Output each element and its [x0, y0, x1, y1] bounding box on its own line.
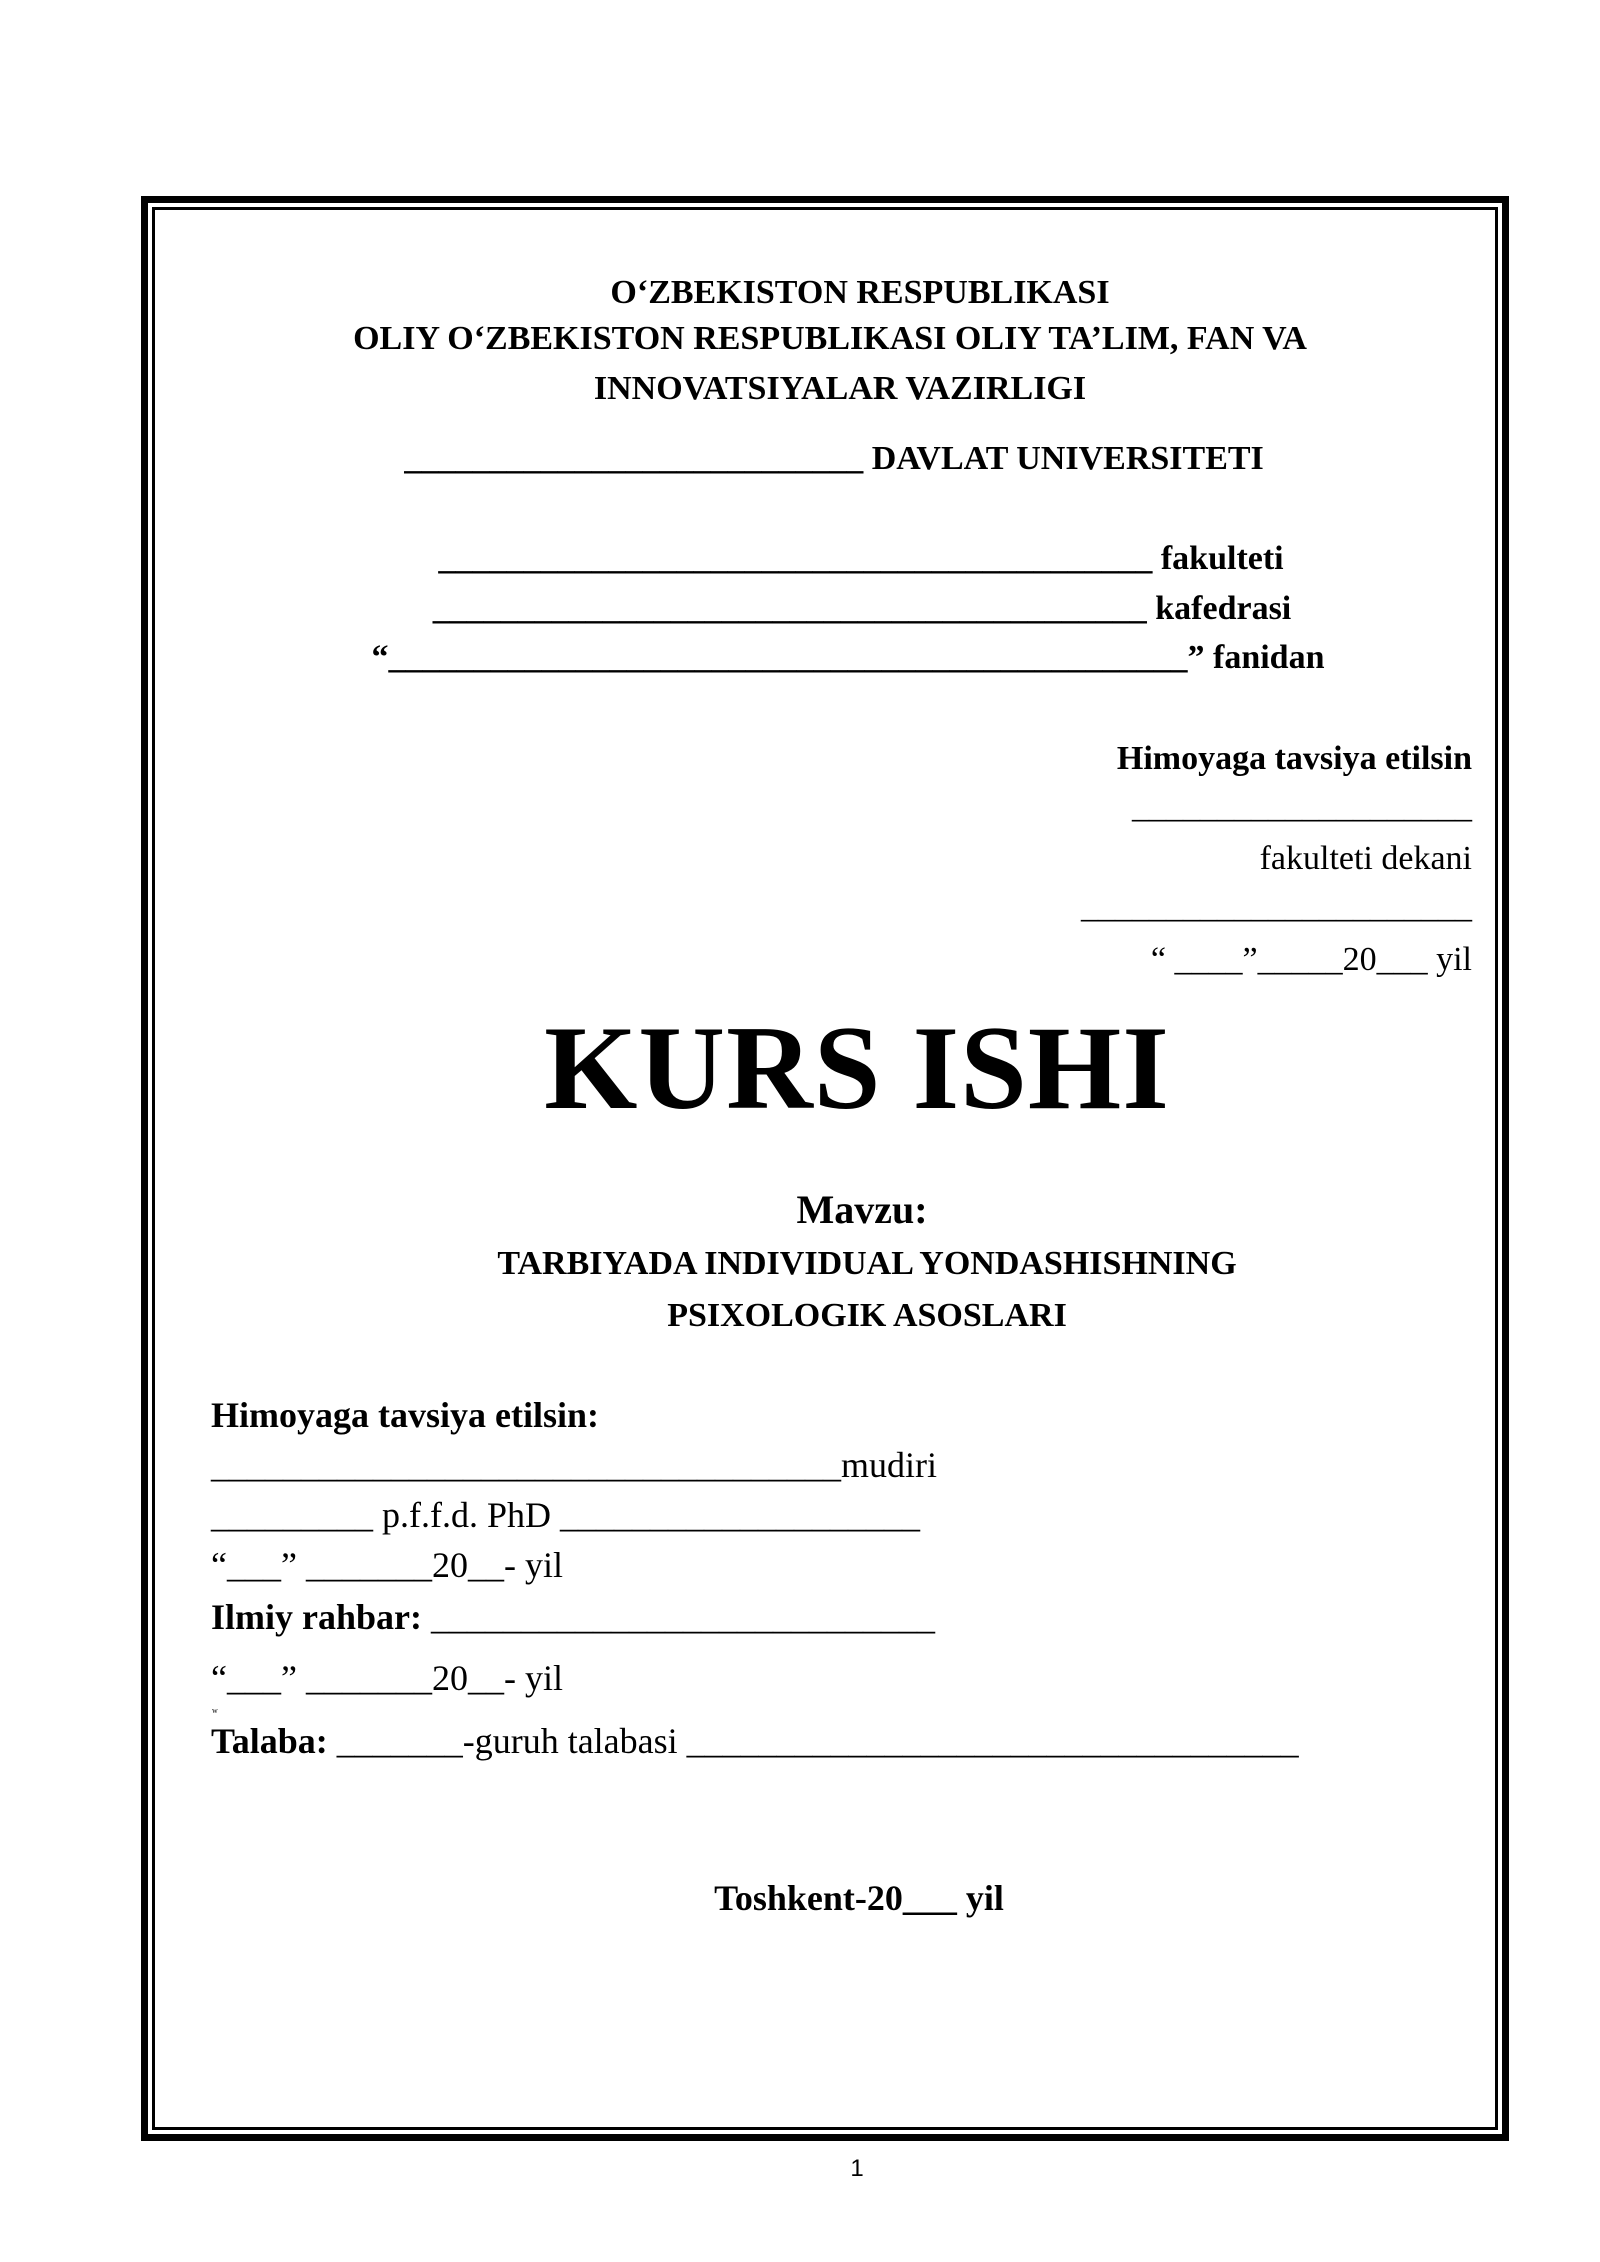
approval-signature-line: ____________________ — [1132, 788, 1472, 825]
topic-line-1: TARBIYADA INDIVIDUAL YONDASHISHNING — [497, 1245, 1237, 1282]
student-line — [211, 1723, 1299, 1759]
header-line-1: O‘ZBEKISTON RESPUBLIKASI — [610, 274, 1110, 311]
city-year: Toshkent-20___ yil — [714, 1878, 1004, 1918]
supervisor-signature: ____________________________ — [422, 1597, 935, 1637]
approval-date-1: “___” _______20__- yil — [211, 1545, 563, 1585]
faculty-line: __________________________________________ fakulteti — [438, 540, 1284, 577]
stray-mark: w — [212, 1706, 218, 1715]
page-number: 1 — [850, 2155, 864, 2182]
dean-name-line: _______________________ — [1081, 888, 1472, 925]
degree-line: _________ p.f.f.d. PhD ____________________ — [211, 1495, 920, 1535]
supervisor-line — [211, 1599, 935, 1635]
page-border-inner — [152, 207, 1498, 2130]
approval-title-bottom: Himoyaga tavsiya etilsin: — [211, 1395, 599, 1435]
topic-line-2: PSIXOLOGIK ASOSLARI — [667, 1297, 1067, 1334]
student-label: Talaba: — [211, 1721, 328, 1761]
dean-label: fakulteti dekani — [1259, 840, 1472, 877]
university-line: ___________________________ DAVLAT UNIVERSITETI — [404, 440, 1264, 477]
header-line-2: OLIY O‘ZBEKISTON RESPUBLIKASI OLIY TA’LIM, FAN VA — [353, 320, 1307, 357]
department-line: __________________________________________ kafedrasi — [432, 590, 1292, 627]
approval-date-top: “ ____”_____20___ yil — [1150, 941, 1472, 978]
header-line-3: INNOVATSIYALAR VAZIRLIGI — [593, 370, 1087, 407]
subject-line: “_______________________________________________” fanidan — [371, 639, 1325, 676]
student-group-line: _______-guruh talabasi __________________________________ — [327, 1721, 1299, 1761]
supervisor-label: Ilmiy rahbar: — [211, 1597, 422, 1637]
document-title: KURS ISHI — [544, 1001, 1170, 1134]
approval-date-2: “___” _______20__- yil — [211, 1658, 563, 1698]
topic-label: Mavzu: — [796, 1187, 928, 1232]
approval-title-top: Himoyaga tavsiya etilsin — [1116, 740, 1472, 777]
department-head-line: ___________________________________mudiri — [211, 1445, 937, 1485]
